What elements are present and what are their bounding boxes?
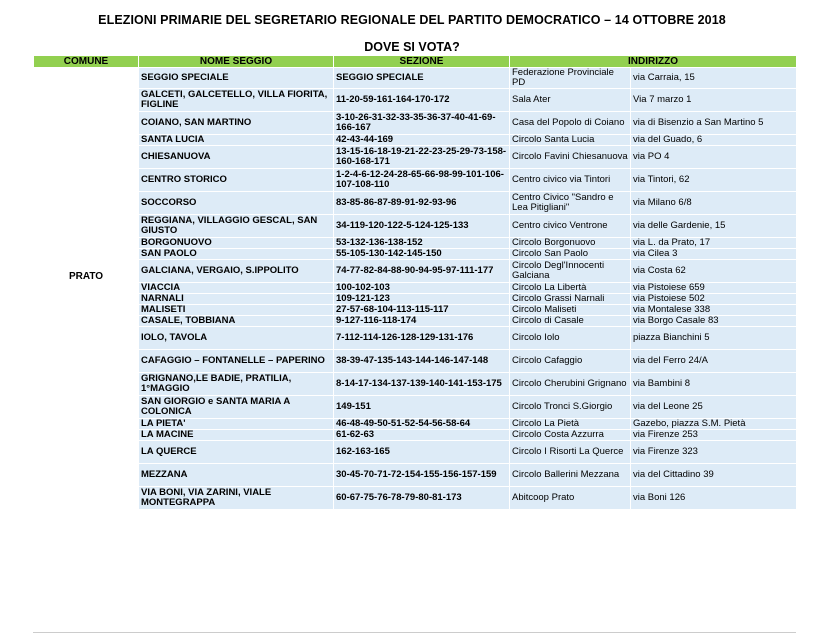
seggio-name-cell: SAN GIORGIO e SANTA MARIA A COLONICA [139, 396, 334, 419]
location-cell: Circolo La Pietà [510, 419, 631, 430]
location-cell: Casa del Popolo di Coiano [510, 112, 631, 135]
address-cell: via del Ferro 24/A [631, 350, 797, 373]
table-row [34, 327, 797, 350]
sezione-cell: 149-151 [334, 396, 510, 419]
sezione-cell: 13-15-16-18-19-21-22-23-25-29-73-158-160-168-171 [334, 146, 510, 169]
seggio-name-cell: GRIGNANO,LE BADIE, PRATILIA, 1°MAGGIO [139, 373, 334, 396]
sezione-cell: 3-10-26-31-32-33-35-36-37-40-41-69-166-167 [334, 112, 510, 135]
address-cell: via Carraia, 15 [631, 68, 797, 89]
address-cell: via Costa 62 [631, 260, 797, 283]
table-row [34, 112, 797, 135]
address-cell: via Boni 126 [631, 487, 797, 510]
address-cell: via Tintori, 62 [631, 169, 797, 192]
sezione-cell: 27-57-68-104-113-115-117 [334, 305, 510, 316]
seggio-name-cell: BORGONUOVO [139, 238, 334, 249]
location-cell: Circolo Grassi Narnali [510, 294, 631, 305]
address-cell: via PO 4 [631, 146, 797, 169]
table-row [34, 215, 797, 238]
table-continuation [33, 632, 796, 643]
seggio-name-cell: GALCIANA, VERGAIO, S.IPPOLITO [139, 260, 334, 283]
address-cell: via Firenze 323 [631, 441, 797, 464]
location-cell: Circolo Cafaggio [510, 350, 631, 373]
seggio-name-cell: NARNALI [139, 294, 334, 305]
table-row [34, 283, 797, 294]
comune-cell: PRATO [34, 68, 139, 487]
seggio-name-cell: GALCETI, GALCETELLO, VILLA FIORITA, FIGLINE [139, 89, 334, 112]
location-cell: Centro civico via Tintori [510, 169, 631, 192]
address-cell: via Cilea 3 [631, 249, 797, 260]
header-comune: COMUNE [34, 56, 139, 68]
address-cell: via L. da Prato, 17 [631, 238, 797, 249]
sezione-cell: 100-102-103 [334, 283, 510, 294]
header-sezione: SEZIONE [334, 56, 510, 68]
location-cell: Circolo Maliseti [510, 305, 631, 316]
location-cell: Circolo Santa Lucia [510, 135, 631, 146]
table-row [34, 68, 797, 89]
sezione-cell: 53-132-136-138-152 [334, 238, 510, 249]
seggio-name-cell: LA QUERCE [139, 441, 334, 464]
table-row [34, 294, 797, 305]
header-nome-seggio: NOME SEGGIO [139, 56, 334, 68]
sezione-cell: 42-43-44-169 [334, 135, 510, 146]
address-cell: via del Cittadino 39 [631, 464, 797, 487]
location-cell: Circolo Borgonuovo [510, 238, 631, 249]
sezione-cell: 34-119-120-122-5-124-125-133 [334, 215, 510, 238]
location-cell: Sala Ater [510, 89, 631, 112]
location-cell: Circolo I Risorti La Querce [510, 441, 631, 464]
address-cell: via del Leone 25 [631, 396, 797, 419]
sezione-cell: 46-48-49-50-51-52-54-56-58-64 [334, 419, 510, 430]
table-row [34, 350, 797, 373]
seggio-name-cell: SAN PAOLO [139, 249, 334, 260]
comune-cell-empty [34, 487, 139, 510]
location-cell: Circolo Cherubini Grignano [510, 373, 631, 396]
seggio-name-cell: CASALE, TOBBIANA [139, 316, 334, 327]
header-indirizzo: INDIRIZZO [510, 56, 797, 68]
location-cell: Circolo Iolo [510, 327, 631, 350]
address-cell: Gazebo, piazza S.M. Pietà [631, 419, 797, 430]
seggio-name-cell: MEZZANA [139, 464, 334, 487]
sezione-cell: 162-163-165 [334, 441, 510, 464]
table-row [34, 487, 797, 510]
seggio-name-cell: LA PIETA' [139, 419, 334, 430]
table-row [34, 146, 797, 169]
seggio-name-cell: REGGIANA, VILLAGGIO GESCAL, SAN GIUSTO [139, 215, 334, 238]
table-row [34, 135, 797, 146]
table-row [34, 238, 797, 249]
seggio-name-cell: SEGGIO SPECIALE [139, 68, 334, 89]
sezione-cell: 7-112-114-126-128-129-131-176 [334, 327, 510, 350]
seggio-name-cell: SANTA LUCIA [139, 135, 334, 146]
location-cell: Circolo Degl'Innocenti Galciana [510, 260, 631, 283]
sezione-cell: 74-77-82-84-88-90-94-95-97-111-177 [334, 260, 510, 283]
location-cell: Centro Civico "Sandro e Lea Pitigliani" [510, 192, 631, 215]
address-cell: via Bambini 8 [631, 373, 797, 396]
location-cell: Circolo Tronci S.Giorgio [510, 396, 631, 419]
location-cell: Federazione Provinciale PD [510, 68, 631, 89]
sezione-cell: 38-39-47-135-143-144-146-147-148 [334, 350, 510, 373]
table-row [34, 192, 797, 215]
table-row [34, 260, 797, 283]
location-cell: Circolo Costa Azzurra [510, 430, 631, 441]
seggio-name-cell: COIANO, SAN MARTINO [139, 112, 334, 135]
location-cell: Centro civico Ventrone [510, 215, 631, 238]
address-cell: piazza Bianchini 5 [631, 327, 797, 350]
seggio-name-cell: LA MACINE [139, 430, 334, 441]
sezione-cell: 61-62-63 [334, 430, 510, 441]
seggio-name-cell: CHIESANUOVA [139, 146, 334, 169]
table-row [34, 441, 797, 464]
sezione-cell: SEGGIO SPECIALE [334, 68, 510, 89]
table-row [34, 249, 797, 260]
address-cell: via Milano 6/8 [631, 192, 797, 215]
sezione-cell: 83-85-86-87-89-91-92-93-96 [334, 192, 510, 215]
table-header-row [34, 56, 797, 68]
location-cell: Circolo San Paolo [510, 249, 631, 260]
sezione-cell: 109-121-123 [334, 294, 510, 305]
seggio-name-cell: IOLO, TAVOLA [139, 327, 334, 350]
seggio-name-cell: VIACCIA [139, 283, 334, 294]
table-row [34, 373, 797, 396]
table-row [34, 419, 797, 430]
address-cell: via Firenze 253 [631, 430, 797, 441]
sezione-cell: 55-105-130-142-145-150 [334, 249, 510, 260]
table-row [34, 316, 797, 327]
sezione-cell: 9-127-116-118-174 [334, 316, 510, 327]
table-row [34, 396, 797, 419]
sezione-cell: 30-45-70-71-72-154-155-156-157-159 [334, 464, 510, 487]
address-cell: via delle Gardenie, 15 [631, 215, 797, 238]
polling-stations-table [33, 55, 797, 510]
address-cell: via Montalese 338 [631, 305, 797, 316]
seggio-name-cell: SOCCORSO [139, 192, 334, 215]
address-cell: Via 7 marzo 1 [631, 89, 797, 112]
address-cell: via di Bisenzio a San Martino 5 [631, 112, 797, 135]
location-cell: Circolo Favini Chiesanuova [510, 146, 631, 169]
seggio-name-cell: MALISETI [139, 305, 334, 316]
address-cell: via Pistoiese 659 [631, 283, 797, 294]
seggio-name-cell: CAFAGGIO – FONTANELLE – PAPERINO [139, 350, 334, 373]
sezione-cell: 60-67-75-76-78-79-80-81-173 [334, 487, 510, 510]
seggio-name-cell: VIA BONI, VIA ZARINI, VIALE MONTEGRAPPA [139, 487, 334, 510]
table-row [34, 464, 797, 487]
sezione-cell: 8-14-17-134-137-139-140-141-153-175 [334, 373, 510, 396]
seggio-name-cell: CENTRO STORICO [139, 169, 334, 192]
address-cell: via del Guado, 6 [631, 135, 797, 146]
location-cell: Circolo La Libertà [510, 283, 631, 294]
address-cell: via Pistoiese 502 [631, 294, 797, 305]
page-title: ELEZIONI PRIMARIE DEL SEGRETARIO REGIONALE DEL PARTITO DEMOCRATICO – 14 OTTOBRE 2018 [98, 13, 726, 27]
table-row [34, 89, 797, 112]
page-subtitle: DOVE SI VOTA? [364, 40, 460, 54]
table-row [34, 430, 797, 441]
table-row [34, 305, 797, 316]
location-cell: Abitcoop Prato [510, 487, 631, 510]
sezione-cell: 1-2-4-6-12-24-28-65-66-98-99-101-106-107-108-110 [334, 169, 510, 192]
location-cell: Circolo Ballerini Mezzana [510, 464, 631, 487]
sezione-cell: 11-20-59-161-164-170-172 [334, 89, 510, 112]
location-cell: Circolo di Casale [510, 316, 631, 327]
address-cell: via Borgo Casale 83 [631, 316, 797, 327]
table-row [34, 169, 797, 192]
